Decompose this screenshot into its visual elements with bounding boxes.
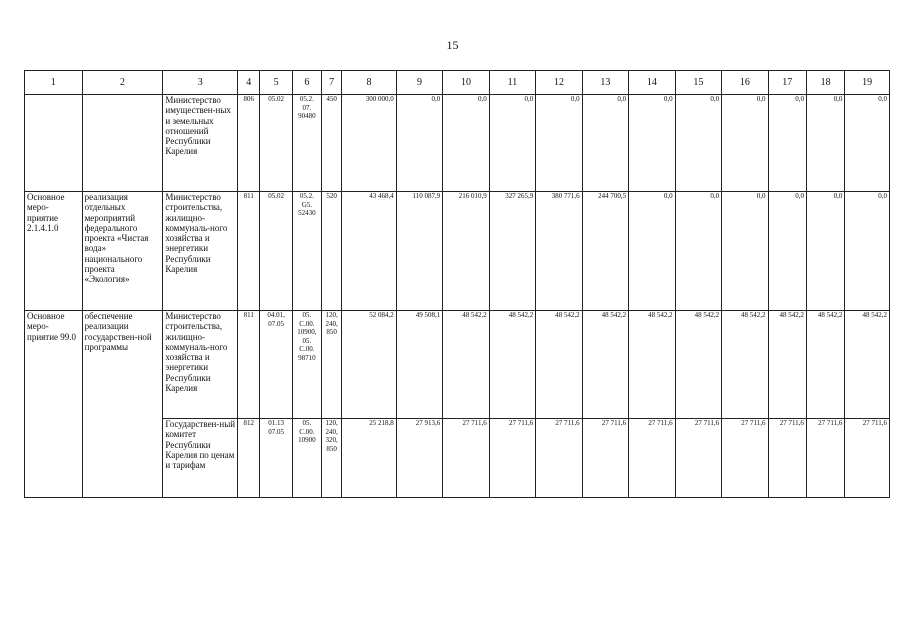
amount-cell: 0,0 bbox=[768, 95, 806, 192]
purpose-cell: реализация отдельных мероприятий федерального проекта «Чистая вода» национального проекта «Экология» bbox=[82, 192, 163, 311]
amount-cell: 27 711,6 bbox=[582, 419, 628, 498]
amount-cell: 27 711,6 bbox=[845, 419, 890, 498]
agency-cell: Государствен-ный комитет Республики Карелия по ценам и тарифам bbox=[163, 419, 238, 498]
section-cell: 04.01, 07.05 bbox=[260, 311, 292, 419]
amount-cell: 27 711,6 bbox=[629, 419, 675, 498]
header-row bbox=[25, 71, 890, 95]
amount-cell: 52 084,2 bbox=[342, 311, 397, 419]
column-header: 6 bbox=[292, 71, 321, 95]
column-header: 7 bbox=[322, 71, 342, 95]
amount-cell: 27 711,6 bbox=[675, 419, 721, 498]
column-header: 2 bbox=[82, 71, 163, 95]
code-cell: 806 bbox=[238, 95, 260, 192]
amount-cell: 27 711,6 bbox=[536, 419, 582, 498]
amount-cell: 380 771,6 bbox=[536, 192, 582, 311]
column-header: 4 bbox=[238, 71, 260, 95]
amount-cell: 0,0 bbox=[675, 95, 721, 192]
agency-cell: Министерство строительства, жилищно-коммуналь-ного хозяйства и энергетики Республики Карелия bbox=[163, 311, 238, 419]
amount-cell: 48 542,2 bbox=[629, 311, 675, 419]
amount-cell: 48 542,2 bbox=[675, 311, 721, 419]
amount-cell: 0,0 bbox=[629, 95, 675, 192]
amount-cell: 0,0 bbox=[845, 192, 890, 311]
expense-type-cell: 120, 240, 320, 850 bbox=[322, 419, 342, 498]
amount-cell: 27 711,6 bbox=[443, 419, 489, 498]
column-header: 15 bbox=[675, 71, 721, 95]
target-code-cell: 05. С.00. 10900, 05. С.00. 98710 bbox=[292, 311, 321, 419]
agency-cell: Министерство имуществен-ных и земельных отношений Республики Карелия bbox=[163, 95, 238, 192]
table-row bbox=[25, 311, 890, 419]
table-row bbox=[25, 95, 890, 192]
amount-cell: 25 218,8 bbox=[342, 419, 397, 498]
column-header: 8 bbox=[342, 71, 397, 95]
column-header: 3 bbox=[163, 71, 238, 95]
amount-cell: 0,0 bbox=[675, 192, 721, 311]
amount-cell: 48 542,2 bbox=[806, 311, 844, 419]
amount-cell: 27 711,6 bbox=[768, 419, 806, 498]
amount-cell: 48 542,2 bbox=[722, 311, 768, 419]
column-header: 10 bbox=[443, 71, 489, 95]
amount-cell: 216 010,9 bbox=[443, 192, 489, 311]
expense-type-cell: 520 bbox=[322, 192, 342, 311]
amount-cell: 0,0 bbox=[722, 95, 768, 192]
column-header: 1 bbox=[25, 71, 83, 95]
event-cell bbox=[25, 95, 83, 192]
event-cell: Основное меро-приятие 2.1.4.1.0 bbox=[25, 192, 83, 311]
amount-cell: 110 087,9 bbox=[396, 192, 442, 311]
amount-cell: 0,0 bbox=[629, 192, 675, 311]
amount-cell: 0,0 bbox=[722, 192, 768, 311]
page-number: 15 bbox=[446, 38, 459, 52]
amount-cell: 0,0 bbox=[806, 95, 844, 192]
event-cell: Основное меро-приятие 99.0 bbox=[25, 311, 83, 498]
amount-cell: 244 700,5 bbox=[582, 192, 628, 311]
amount-cell: 48 542,2 bbox=[845, 311, 890, 419]
column-header: 17 bbox=[768, 71, 806, 95]
column-header: 18 bbox=[806, 71, 844, 95]
section-cell: 05.02 bbox=[260, 192, 292, 311]
column-header: 16 bbox=[722, 71, 768, 95]
target-code-cell: 05.2. 07. 90480 bbox=[292, 95, 321, 192]
code-cell: 811 bbox=[238, 311, 260, 419]
target-code-cell: 05. С.00. 10900 bbox=[292, 419, 321, 498]
amount-cell: 0,0 bbox=[489, 95, 535, 192]
amount-cell: 48 542,2 bbox=[768, 311, 806, 419]
amount-cell: 48 542,2 bbox=[443, 311, 489, 419]
expense-type-cell: 120, 240, 850 bbox=[322, 311, 342, 419]
column-header: 19 bbox=[845, 71, 890, 95]
target-code-cell: 05.2. G5. 52430 bbox=[292, 192, 321, 311]
amount-cell: 48 542,2 bbox=[536, 311, 582, 419]
amount-cell: 0,0 bbox=[582, 95, 628, 192]
amount-cell: 48 542,2 bbox=[489, 311, 535, 419]
agency-cell: Министерство строительства, жилищно-коммуналь-ного хозяйства и энергетики Республики Карелия bbox=[163, 192, 238, 311]
amount-cell: 0,0 bbox=[536, 95, 582, 192]
amount-cell: 300 000,0 bbox=[342, 95, 397, 192]
column-header: 11 bbox=[489, 71, 535, 95]
column-header: 12 bbox=[536, 71, 582, 95]
amount-cell: 27 711,6 bbox=[489, 419, 535, 498]
amount-cell: 49 508,1 bbox=[396, 311, 442, 419]
code-cell: 811 bbox=[238, 192, 260, 311]
amount-cell: 0,0 bbox=[396, 95, 442, 192]
amount-cell: 27 711,6 bbox=[806, 419, 844, 498]
expense-type-cell: 450 bbox=[322, 95, 342, 192]
amount-cell: 48 542,2 bbox=[582, 311, 628, 419]
amount-cell: 0,0 bbox=[768, 192, 806, 311]
table-row bbox=[25, 192, 890, 311]
column-header: 13 bbox=[582, 71, 628, 95]
section-cell: 01.13 07.05 bbox=[260, 419, 292, 498]
column-header: 5 bbox=[260, 71, 292, 95]
amount-cell: 27 913,6 bbox=[396, 419, 442, 498]
amount-cell: 327 265,9 bbox=[489, 192, 535, 311]
amount-cell: 0,0 bbox=[443, 95, 489, 192]
purpose-cell: обеспечение реализации государствен-ной программы bbox=[82, 311, 163, 498]
amount-cell: 27 711,6 bbox=[722, 419, 768, 498]
code-cell: 812 bbox=[238, 419, 260, 498]
amount-cell: 43 468,4 bbox=[342, 192, 397, 311]
purpose-cell bbox=[82, 95, 163, 192]
amount-cell: 0,0 bbox=[806, 192, 844, 311]
amount-cell: 0,0 bbox=[845, 95, 890, 192]
column-header: 9 bbox=[396, 71, 442, 95]
section-cell: 05.02 bbox=[260, 95, 292, 192]
column-header: 14 bbox=[629, 71, 675, 95]
budget-table bbox=[24, 70, 890, 498]
